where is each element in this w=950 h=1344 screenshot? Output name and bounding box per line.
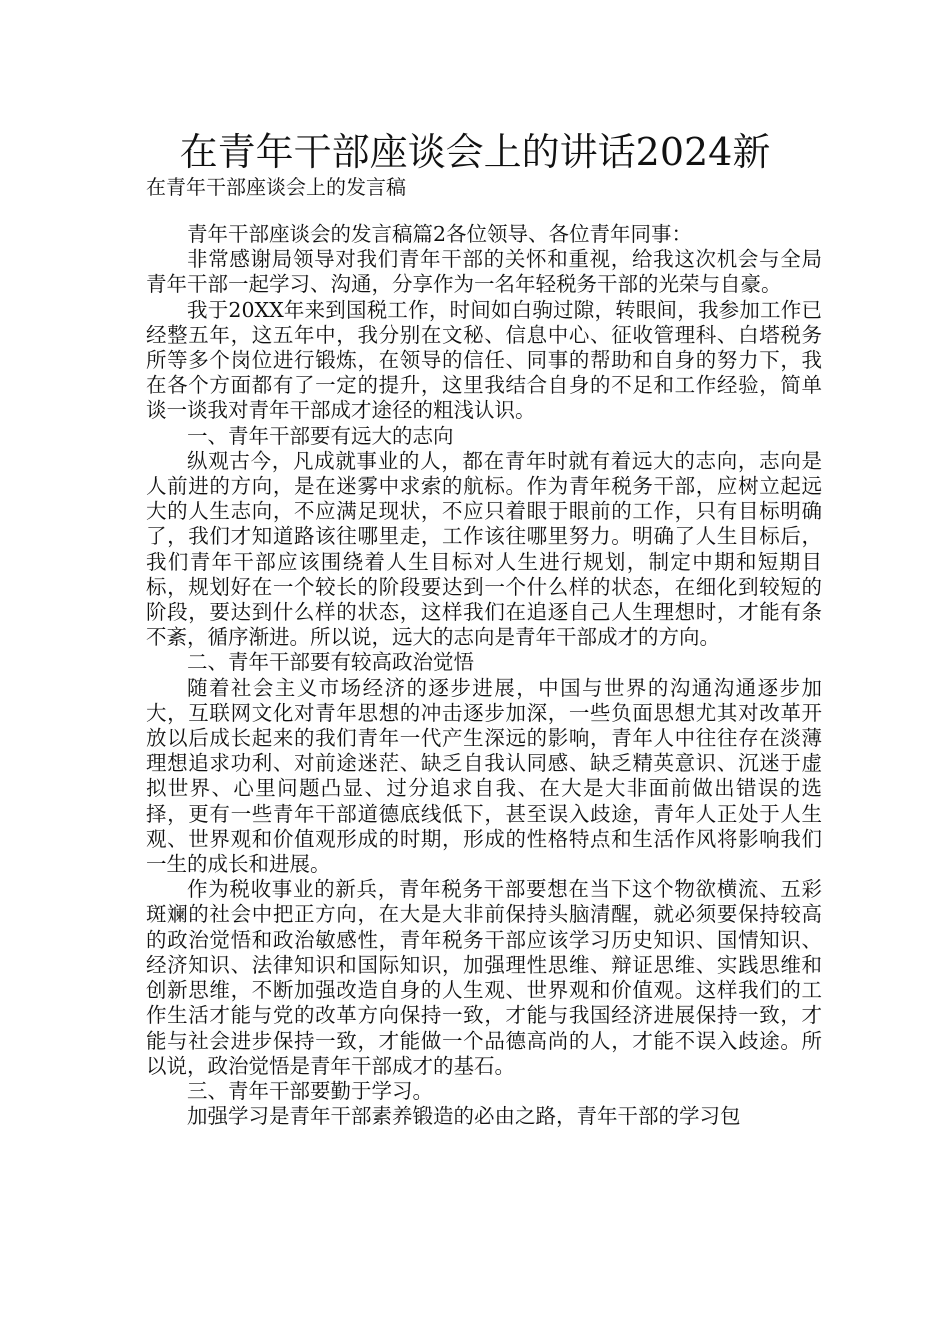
section-heading-2: 二、青年干部要有较高政治觉悟 <box>187 650 474 675</box>
paragraph-section-1: 纵观古今，凡成就事业的人，都在青年时就有着远大的志向，志向是人前进的方向，是在迷雾中求索的航标。作为青年税务干部，应树立起远大的人生志向，不应满足现状，不应只着眼于眼前的工作，只有目标明确了，我们才知道路该往哪里走，工作该往哪里努力。明确了人生目标后，我们青年干部应该围绕着人生目标对人生进行规划，制定中期和短期目标，规划好在一个较长的阶段要达到一个什么样的状态，在细化到较短的阶段，要达到什么样的状态，这样我们在追逐自己人生理想时，才能有条不紊，循序渐进。所以说，远大的志向是青年干部成才的方向。 <box>146 448 822 650</box>
section-heading-3: 三、青年干部要勤于学习。 <box>187 1078 433 1103</box>
paragraph-intro: 我于20XX年来到国税工作，时间如白驹过隙，转眼间，我参加工作已经整五年，这五年中，我分别在文秘、信息中心、征收管理科、白塔税务所等多个岗位进行锻炼，在领导的信任、同事的帮助和自身的努力下，我在各个方面都有了一定的提升，这里我结合自身的不足和工作经验，简单谈一谈我对青年干部成才途径的粗浅认识。 <box>146 297 822 423</box>
document-title: 在青年干部座谈会上的讲话2024新 <box>179 130 771 174</box>
paragraph-section-2b: 作为税收事业的新兵，青年税务干部要想在当下这个物欲横流、五彩斑斓的社会中把正方向，在大是大非前保持头脑清醒，就必须要保持较高的政治觉悟和政治敏感性，青年税务干部应该学习历史知识、国情知识、经济知识、法律知识和国际知识，加强理性思维、辩证思维、实践思维和创新思维，不断加强改造自身的人生观、世界观和价值观。这样我们的工作生活才能与党的改革方向保持一致，才能与我国经济进展保持一致，才能与社会进步保持一致，才能做一个品德高尚的人，才能不误入歧途。所以说，政治觉悟是青年干部成才的基石。 <box>146 877 822 1078</box>
paragraph-section-2a: 随着社会主义市场经济的逐步进展，中国与世界的沟通沟通逐步加大，互联网文化对青年思想的冲击逐步加深，一些负面思想尤其对改革开放以后成长起来的我们青年一代产生深远的影响，青年人中往往存在淡薄理想追求功利、对前途迷茫、缺乏自我认同感、缺乏精英意识、沉迷于虚拟世界、心里问题凸显、过分追求自我、在大是大非面前做出错误的选择，更有一些青年干部道德底线低下，甚至误入歧途，青年人正处于人生观、世界观和价值观形成的时期，形成的性格特点和生活作风将影响我们一生的成长和进展。 <box>146 675 822 877</box>
document-subtitle: 在青年干部座谈会上的发言稿 <box>146 175 406 199</box>
paragraph-thanks: 非常感谢局领导对我们青年干部的关怀和重视，给我这次机会与全局青年干部一起学习、沟通，分享作为一名年轻税务干部的光荣与自豪。 <box>146 247 822 297</box>
section-heading-1: 一、青年干部要有远大的志向 <box>187 423 454 448</box>
paragraph-section-3: 加强学习是青年干部素养锻造的必由之路，青年干部的学习包 <box>187 1104 741 1129</box>
paragraph-greeting: 青年干部座谈会的发言稿篇2各位领导、各位青年同事： <box>187 222 693 246</box>
document-body <box>146 222 822 1129</box>
